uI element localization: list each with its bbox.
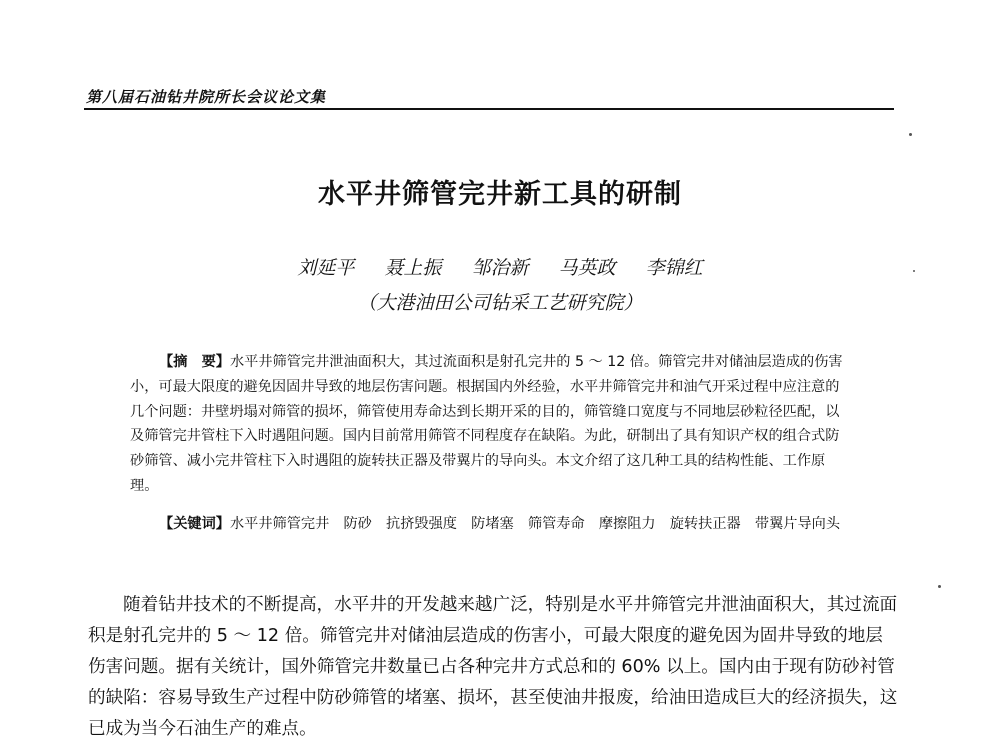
header-rule: [84, 108, 894, 110]
body-paragraph: 随着钻井技术的不断提高，水平井的开发越来越广泛，特别是水平井筛管完井泄油面积大，其过流面积是射孔完井的 5 ～ 12 倍。筛管完井对储油层造成的伤害小，可最大限度的避免因为固井导致的地层伤害问题。据有关统计，国外筛管完井数量已占各种完井方式总和的 60% 以上。国内由于现有防砂衬管的缺陷：容易导致生产过程中防砂筛管的堵塞、损坏，甚至使油井报废，给油田造成巨大的经济损失，这已成为当今石油生产的难点。: [88, 595, 898, 739]
abstract-text: 水平井筛管完井泄油面积大，其过流面积是射孔完井的 5 ～ 12 倍。筛管完井对储油层造成的伤害小，可最大限度的避免因固井导致的地层伤害问题。根据国内外经验，水平井筛管完井和油气开采过程中应注意的几个问题：井壁坍塌对筛管的损坏，筛管使用寿命达到长期开采的目的，筛管缝口宽度与不同地层砂粒径匹配，以及筛管完井管柱下入时遇阻问题。国内目前常用筛管不同程度存在缺陷。为此，研制出了具有知识产权的组合式防砂筛管、减小完井管柱下入时遇阻的旋转扶正器及带翼片的导向头。本文介绍了这几种工具的结构性能、工作原理。: [130, 354, 843, 494]
author-name: 邹治新: [471, 257, 529, 279]
abstract: [130, 350, 846, 499]
scan-speck: [938, 585, 941, 588]
author-name: 刘延平: [297, 257, 355, 279]
author-name: 聂上振: [384, 257, 442, 279]
keywords-text: 水平井筛管完井 防砂 抗挤毁强度 防堵塞 筛管寿命 摩擦阻力 旋转扶正器 带翼片导向头: [229, 516, 841, 532]
running-header: 第八届石油钻井院所长会议论文集: [86, 88, 327, 106]
abstract-label: 【摘 要】: [159, 354, 230, 370]
author-affiliation: （大港油田公司钻采工艺研究院）: [357, 292, 643, 314]
author-name: 马英政: [558, 257, 616, 279]
keywords: [130, 512, 846, 537]
scan-speck: [909, 133, 912, 136]
author-name: 李锦红: [645, 257, 703, 279]
article-title: 水平井筛管完井新工具的研制: [318, 179, 682, 210]
author-list: [0, 253, 1000, 280]
keywords-label: 【关键词】: [159, 516, 230, 532]
